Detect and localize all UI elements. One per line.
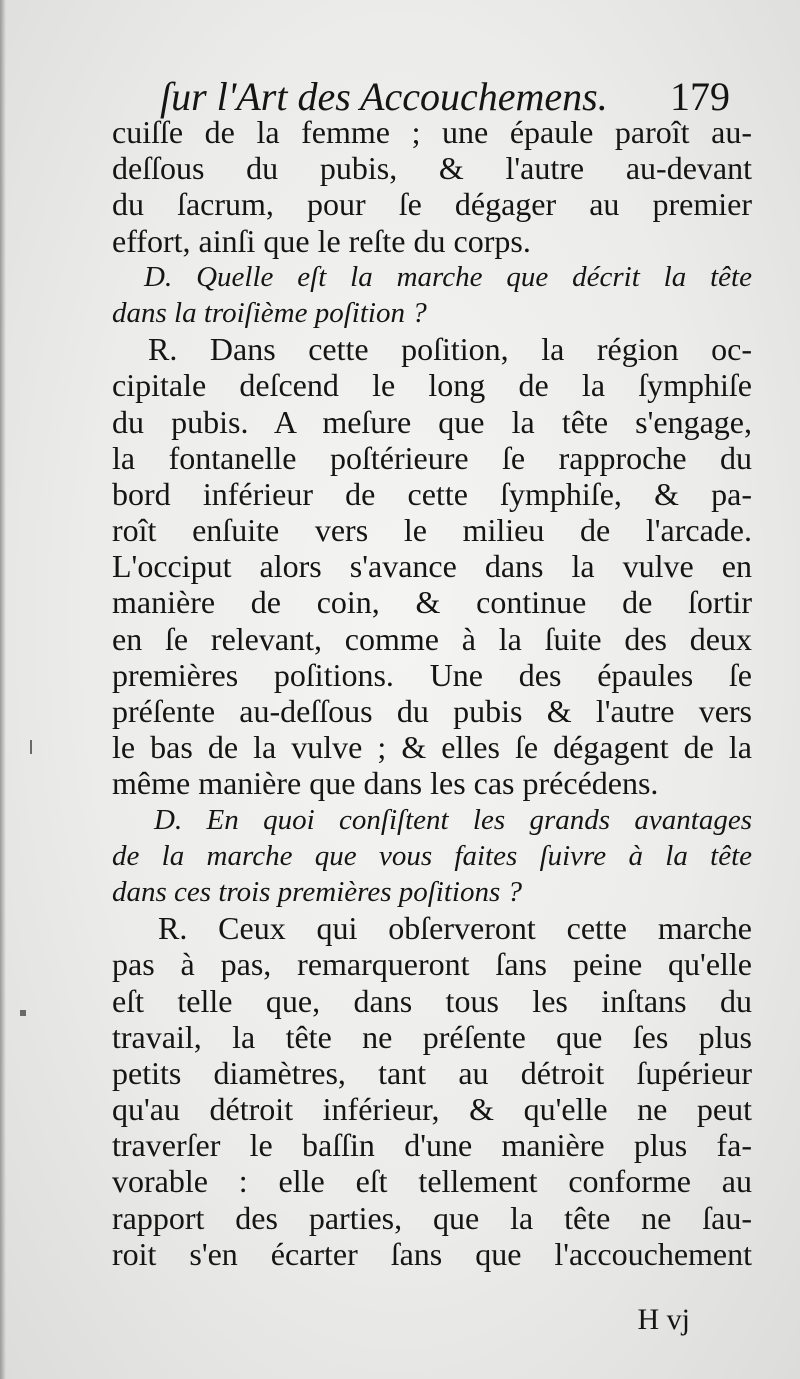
text-line: cipitale deſcend le long de la ſymphiſe (112, 367, 752, 404)
text-line: le bas de la vulve ; & elles ſe dégagent de la (112, 729, 752, 766)
text-line: pas à pas, remarqueront ſans peine qu'elle (112, 946, 752, 983)
text-line: du pubis. A meſure que la tête s'engage, (112, 403, 752, 440)
question-line: dans ces trois premières poſitions ? (112, 875, 523, 908)
text-line: la fontanelle poſtérieure ſe rapproche du (112, 439, 752, 476)
text-line: petits diamètres, tant au détroit ſupérieur (112, 1054, 752, 1091)
text-line: préſente au-deſſous du pubis & l'autre vers (112, 693, 752, 729)
text-line: même manière que dans les cas précédens. (112, 765, 659, 802)
answer-line: R. Ceux qui obſerveront cette marche (158, 910, 752, 947)
question-line: dans la troiſième poſition ? (112, 296, 427, 329)
text-line: premières poſitions. Une des épaules ſe (112, 656, 752, 693)
question-line: de la marche que vous faites ſuivre à la tête (112, 839, 752, 872)
text-line: en ſe relevant, comme à la ſuite des deux (112, 620, 752, 657)
text-body (112, 114, 752, 1272)
question-line: D. Quelle eſt la marche que décrit la tête (144, 260, 752, 293)
text-line: roît enſuite vers le milieu de l'arcade. (112, 512, 752, 549)
text-line: travail, la tête ne préſente que ſes plus (112, 1018, 752, 1055)
text-line: roit s'en écarter ſans que l'accouchement (112, 1235, 752, 1272)
text-line: qu'au détroit inférieur, & qu'elle ne peut (112, 1091, 752, 1128)
text-line: vorable : elle eſt tellement conforme au (112, 1163, 752, 1200)
text-line: bord inférieur de cette ſymphiſe, & pa- (112, 475, 752, 512)
text-line: du ſacrum, pour ſe dégager au premier (112, 186, 752, 223)
catchword-signature: H vj (637, 1303, 690, 1336)
text-line: rapport des parties, que la tête ne ſau- (112, 1199, 752, 1236)
text-line: L'occiput alors s'avance dans la vulve en (112, 548, 752, 585)
text-line: manière de coin, & continue de ſortir (112, 584, 752, 621)
answer-line: R. Dans cette poſition, la région oc- (148, 331, 752, 368)
text-line: effort, ainſi que le reſte du corps. (112, 222, 531, 259)
running-title: ſur l'Art des Accouchemens. (160, 74, 608, 119)
paper-speck (30, 740, 32, 754)
text-line: deſſous du pubis, & l'autre au-devant (112, 150, 752, 187)
text-line: cuiſſe de la femme ; une épaule paroît au- (112, 114, 752, 150)
page-number: 179 (670, 74, 730, 119)
text-line: traverſer le baſſin d'une manière plus fa- (112, 1127, 752, 1164)
page-edge-shadow (0, 0, 6, 1379)
question-line: D. En quoi conſiſtent les grands avantages (154, 803, 752, 836)
paper-speck (20, 1010, 26, 1016)
text-line: eſt telle que, dans tous les inſtans du (112, 982, 752, 1019)
